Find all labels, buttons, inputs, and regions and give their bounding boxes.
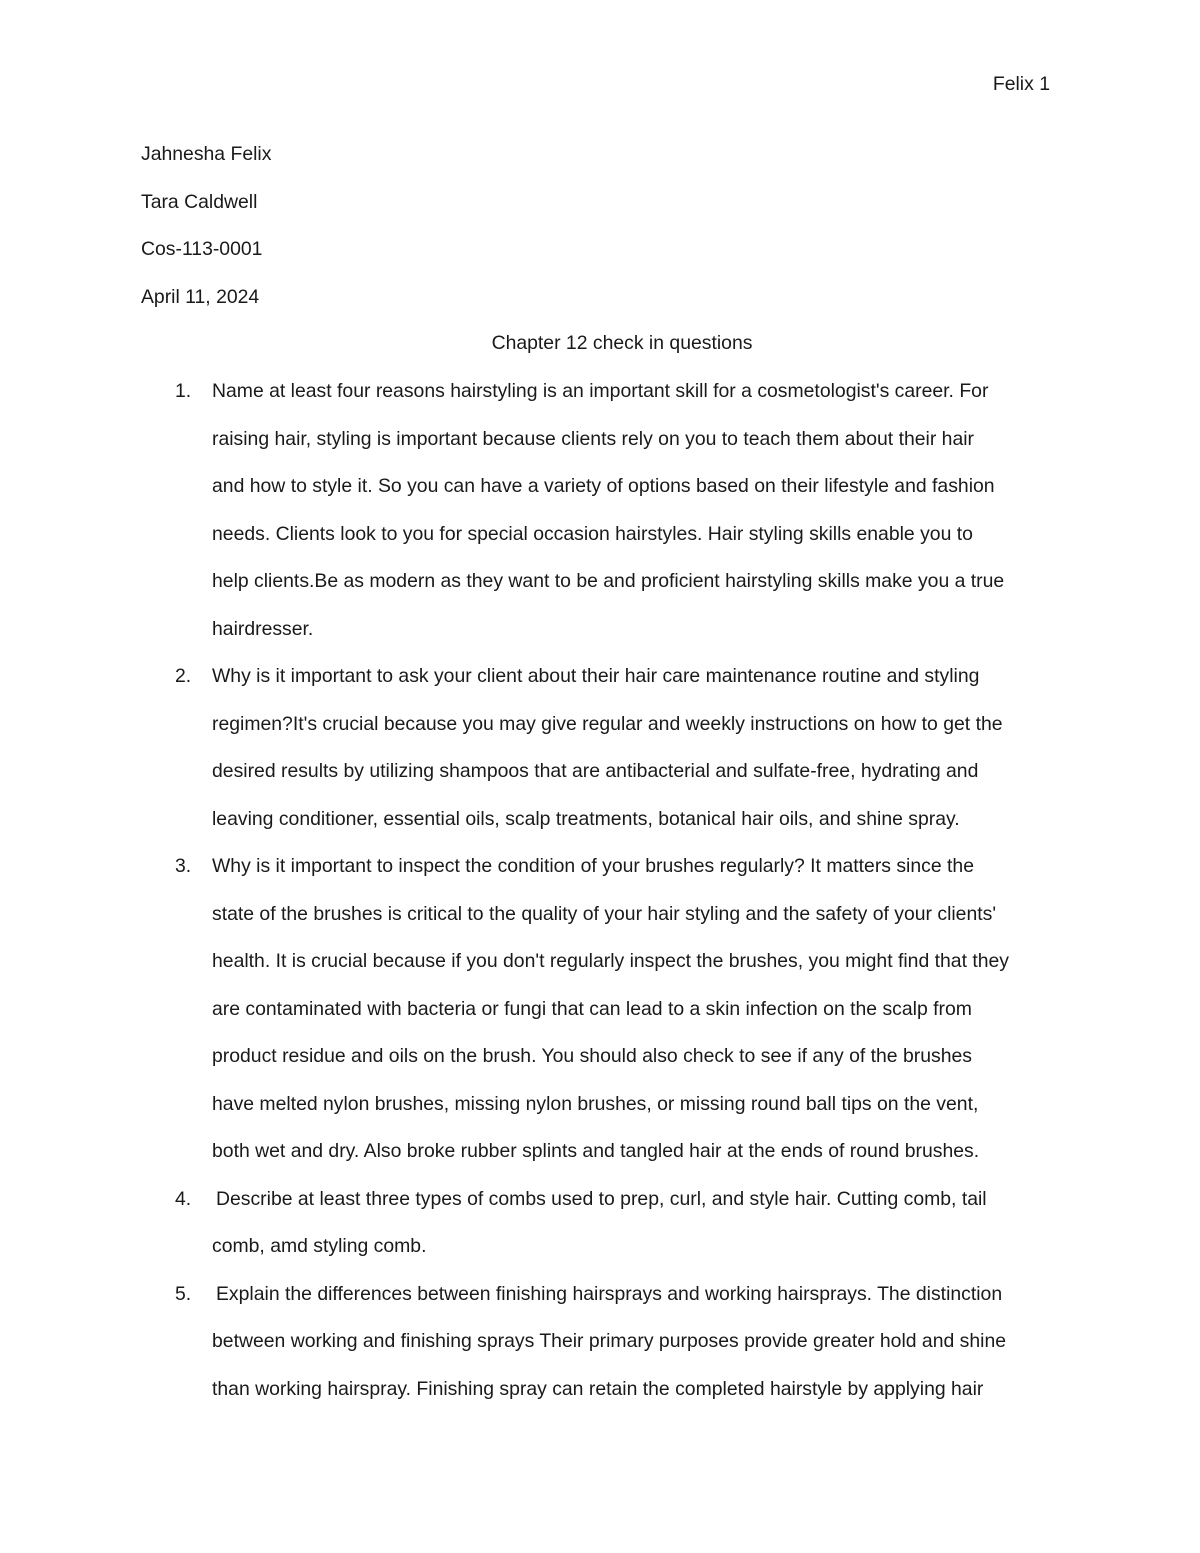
question-text-line: leaving conditioner, essential oils, scalp treatments, botanical hair oils, and shine spray. <box>212 807 960 830</box>
question-item <box>0 664 1200 854</box>
question-number: 2. <box>175 665 192 687</box>
student-name: Jahnesha Felix <box>141 143 272 165</box>
question-text-line: are contaminated with bacteria or fungi that can lead to a skin infection on the scalp from <box>212 997 972 1020</box>
question-text-line: and how to style it. So you can have a variety of options based on their lifestyle and fashion <box>212 475 995 497</box>
question-item <box>0 379 1200 664</box>
document-title: Chapter 12 check in questions <box>491 332 753 354</box>
question-text-line: state of the brushes is critical to the quality of your hair styling and the safety of your clients' <box>212 902 997 925</box>
question-text-line: needs. Clients look to you for special occasion hairstyles. Hair styling skills enable you to <box>212 522 973 545</box>
question-item <box>0 1282 1200 1425</box>
question-list <box>0 379 1200 1424</box>
question-text-line: Why is it important to ask your client about their hair care maintenance routine and styling <box>212 665 980 687</box>
course-code: Cos-113-0001 <box>141 238 263 260</box>
question-text-line: help clients.Be as modern as they want to be and proficient hairstyling skills make you a true <box>212 570 1005 592</box>
question-text-line: Explain the differences between finishing hairsprays and working hairsprays. The distinction <box>216 1282 1003 1305</box>
question-item <box>0 1187 1200 1282</box>
question-text-line: both wet and dry. Also broke rubber splints and tangled hair at the ends of round brushes. <box>212 1140 980 1162</box>
question-text-line: between working and finishing sprays Their primary purposes provide greater hold and shine <box>212 1330 1007 1352</box>
running-head: Felix 1 <box>992 73 1050 95</box>
submission-date: April 11, 2024 <box>141 285 260 308</box>
question-number: 5. <box>175 1282 192 1305</box>
question-text-line: hairdresser. <box>212 617 314 640</box>
question-text-line: have melted nylon brushes, missing nylon brushes, or missing round ball tips on the vent, <box>212 1092 979 1115</box>
question-text-line: product residue and oils on the brush. You should also check to see if any of the brushes <box>212 1045 972 1067</box>
question-text-line: Why is it important to inspect the condition of your brushes regularly? It matters since the <box>212 855 974 877</box>
question-text-line: comb, amd styling comb. <box>212 1235 427 1257</box>
question-number: 1. <box>175 380 192 402</box>
question-text-line: Name at least four reasons hairstyling is an important skill for a cosmetologist's career. For <box>212 380 989 402</box>
question-item <box>0 854 1200 1187</box>
question-number: 4. <box>175 1187 192 1210</box>
question-number: 3. <box>175 855 192 877</box>
question-text-line: health. It is crucial because if you don't regularly inspect the brushes, you might find that they <box>212 950 1010 972</box>
question-text-line: desired results by utilizing shampoos that are antibacterial and sulfate-free, hydrating and <box>212 760 979 782</box>
question-text-line: Describe at least three types of combs used to prep, curl, and style hair. Cutting comb, tail <box>216 1187 987 1210</box>
question-text-line: raising hair, styling is important because clients rely on you to teach them about their hair <box>212 427 975 450</box>
question-text-line: regimen?It's crucial because you may give regular and weekly instructions on how to get the <box>212 712 1003 735</box>
instructor-name: Tara Caldwell <box>141 190 258 213</box>
question-text-line: than working hairspray. Finishing spray can retain the completed hairstyle by applying hair <box>212 1377 984 1400</box>
mla-heading <box>141 142 271 332</box>
